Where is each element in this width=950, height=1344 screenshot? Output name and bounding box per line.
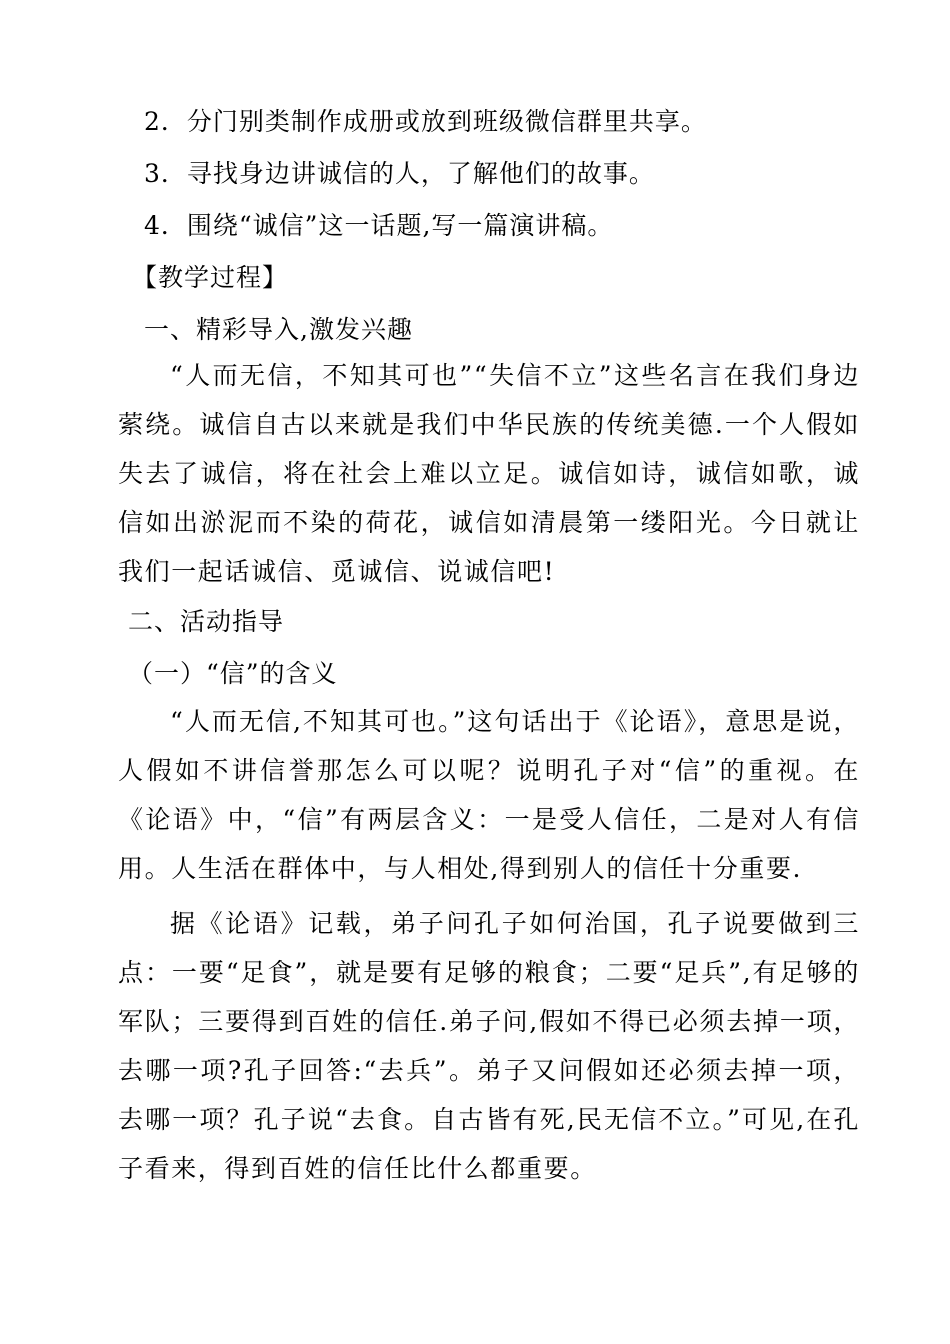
story-paragraph: 据《论语》记载，弟子问孔子如何治国，孔子说要做到三点：一要“足食”，就是要有足够的粮食；二要“足兵”,有足够的军队；三要得到百姓的信任.弟子问,假如不得已必须去掉一项，去哪一项?孔子回答:“去兵”。弟子又问假如还必须去掉一项，去哪一项？孔子说“去食。自古皆有死,民无信不立。”可见,在孔子看来，得到百姓的信任比什么都重要。 — [118, 909, 860, 1183]
subsection-heading: （一）“信”的含义 — [128, 659, 338, 688]
list-item-3: 3．寻找身边讲诚信的人，了解他们的故事。 — [144, 159, 655, 188]
part-two-heading: 二、活动指导 — [128, 607, 285, 636]
list-item-2: 2．分门别类制作成册或放到班级微信群里共享。 — [144, 107, 707, 136]
meaning-paragraph: “人而无信,不知其可也。”这句话出于《论语》，意思是说，人假如不讲信誉那怎么可以呢？说明孔子对“信”的重视。在《论语》中，“信”有两层含义：一是受人信任，二是对人有信用。人生活在群体中，与人相处,得到别人的信任十分重要. — [118, 707, 860, 883]
section-title: 【教学过程】 — [132, 263, 289, 292]
intro-paragraph: “人而无信，不知其可也”“失信不立”这些名言在我们身边萦绕。诚信自古以来就是我们中华民族的传统美德.一个人假如失去了诚信，将在社会上难以立足。诚信如诗，诚信如歌，诚信如出淤泥而不染的荷花，诚信如清晨第一缕阳光。今日就让我们一起话诚信、觅诚信、说诚信吧! — [118, 361, 860, 586]
list-item-4: 4．围绕“诚信”这一话题,写一篇演讲稿。 — [144, 211, 614, 240]
part-one-heading: 一、精彩导入,激发兴趣 — [144, 315, 413, 344]
